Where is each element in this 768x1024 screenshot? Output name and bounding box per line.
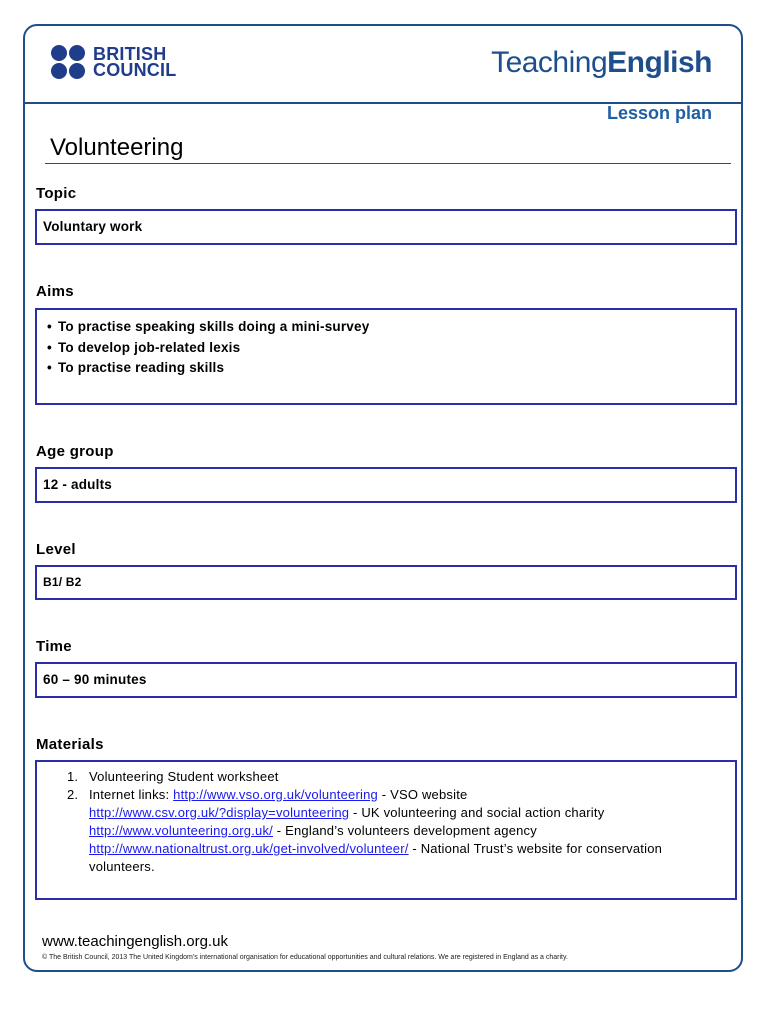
age-group-value: 12 - adults [43, 477, 112, 492]
aims-box [35, 308, 737, 405]
level-label: Level [36, 541, 76, 558]
topic-box [35, 209, 737, 245]
level-box [35, 565, 737, 600]
list-item: • To practise reading skills [47, 358, 735, 379]
topic-label: Topic [36, 185, 77, 202]
list-item: 2. Internet links: http://www.vso.org.uk/volunteering - VSO website http://www.csv.org.uk/?display=volunteering - UK volunteering and social action charity http://www.volunteering.org.uk/ - England’s volunteers development agency http://www.nationaltrust.org.uk/get-involved/volunteer/ - National Trust’s website for conservation volunteers. [67, 787, 663, 874]
list-item: • To develop job-related lexis [47, 338, 735, 359]
british-council-dots-icon [51, 45, 85, 79]
link-csv[interactable]: http://www.csv.org.uk/?display=volunteering [89, 805, 350, 820]
level-value: B1/ B2 [43, 575, 82, 589]
teaching-english-logo: TeachingEnglish [491, 46, 712, 79]
lesson-plan-label: Lesson plan [606, 103, 712, 123]
page-title: Volunteering [50, 134, 184, 161]
british-council-wordmark: BRITISH COUNCIL [93, 44, 177, 80]
time-value: 60 – 90 minutes [43, 672, 147, 687]
topic-value: Voluntary work [43, 219, 143, 234]
age-group-box [35, 467, 737, 503]
time-box [35, 662, 737, 698]
link-vso[interactable]: http://www.vso.org.uk/volunteering [173, 787, 378, 802]
footer-website[interactable]: www.teachingenglish.org.uk [42, 933, 228, 950]
age-group-label: Age group [36, 443, 114, 460]
aims-list [37, 310, 735, 379]
link-national-trust[interactable]: http://www.nationaltrust.org.uk/get-involved/volunteer/ [89, 841, 409, 856]
british-council-logo [51, 45, 176, 79]
time-label: Time [36, 638, 72, 655]
list-item: • To practise speaking skills doing a mini-survey [47, 317, 735, 338]
title-divider [45, 163, 731, 164]
link-volunteering[interactable]: http://www.volunteering.org.uk/ [89, 823, 273, 838]
list-item: 1. Volunteering Student worksheet [67, 769, 279, 784]
materials-label: Materials [36, 736, 104, 753]
footer-copyright: © The British Council, 2013 The United Kingdom’s international organisation for educational opportunities and cultural relations. We are registered in England as a charity. [42, 954, 568, 961]
materials-list [37, 762, 735, 876]
materials-box [35, 760, 737, 900]
aims-label: Aims [36, 283, 74, 300]
